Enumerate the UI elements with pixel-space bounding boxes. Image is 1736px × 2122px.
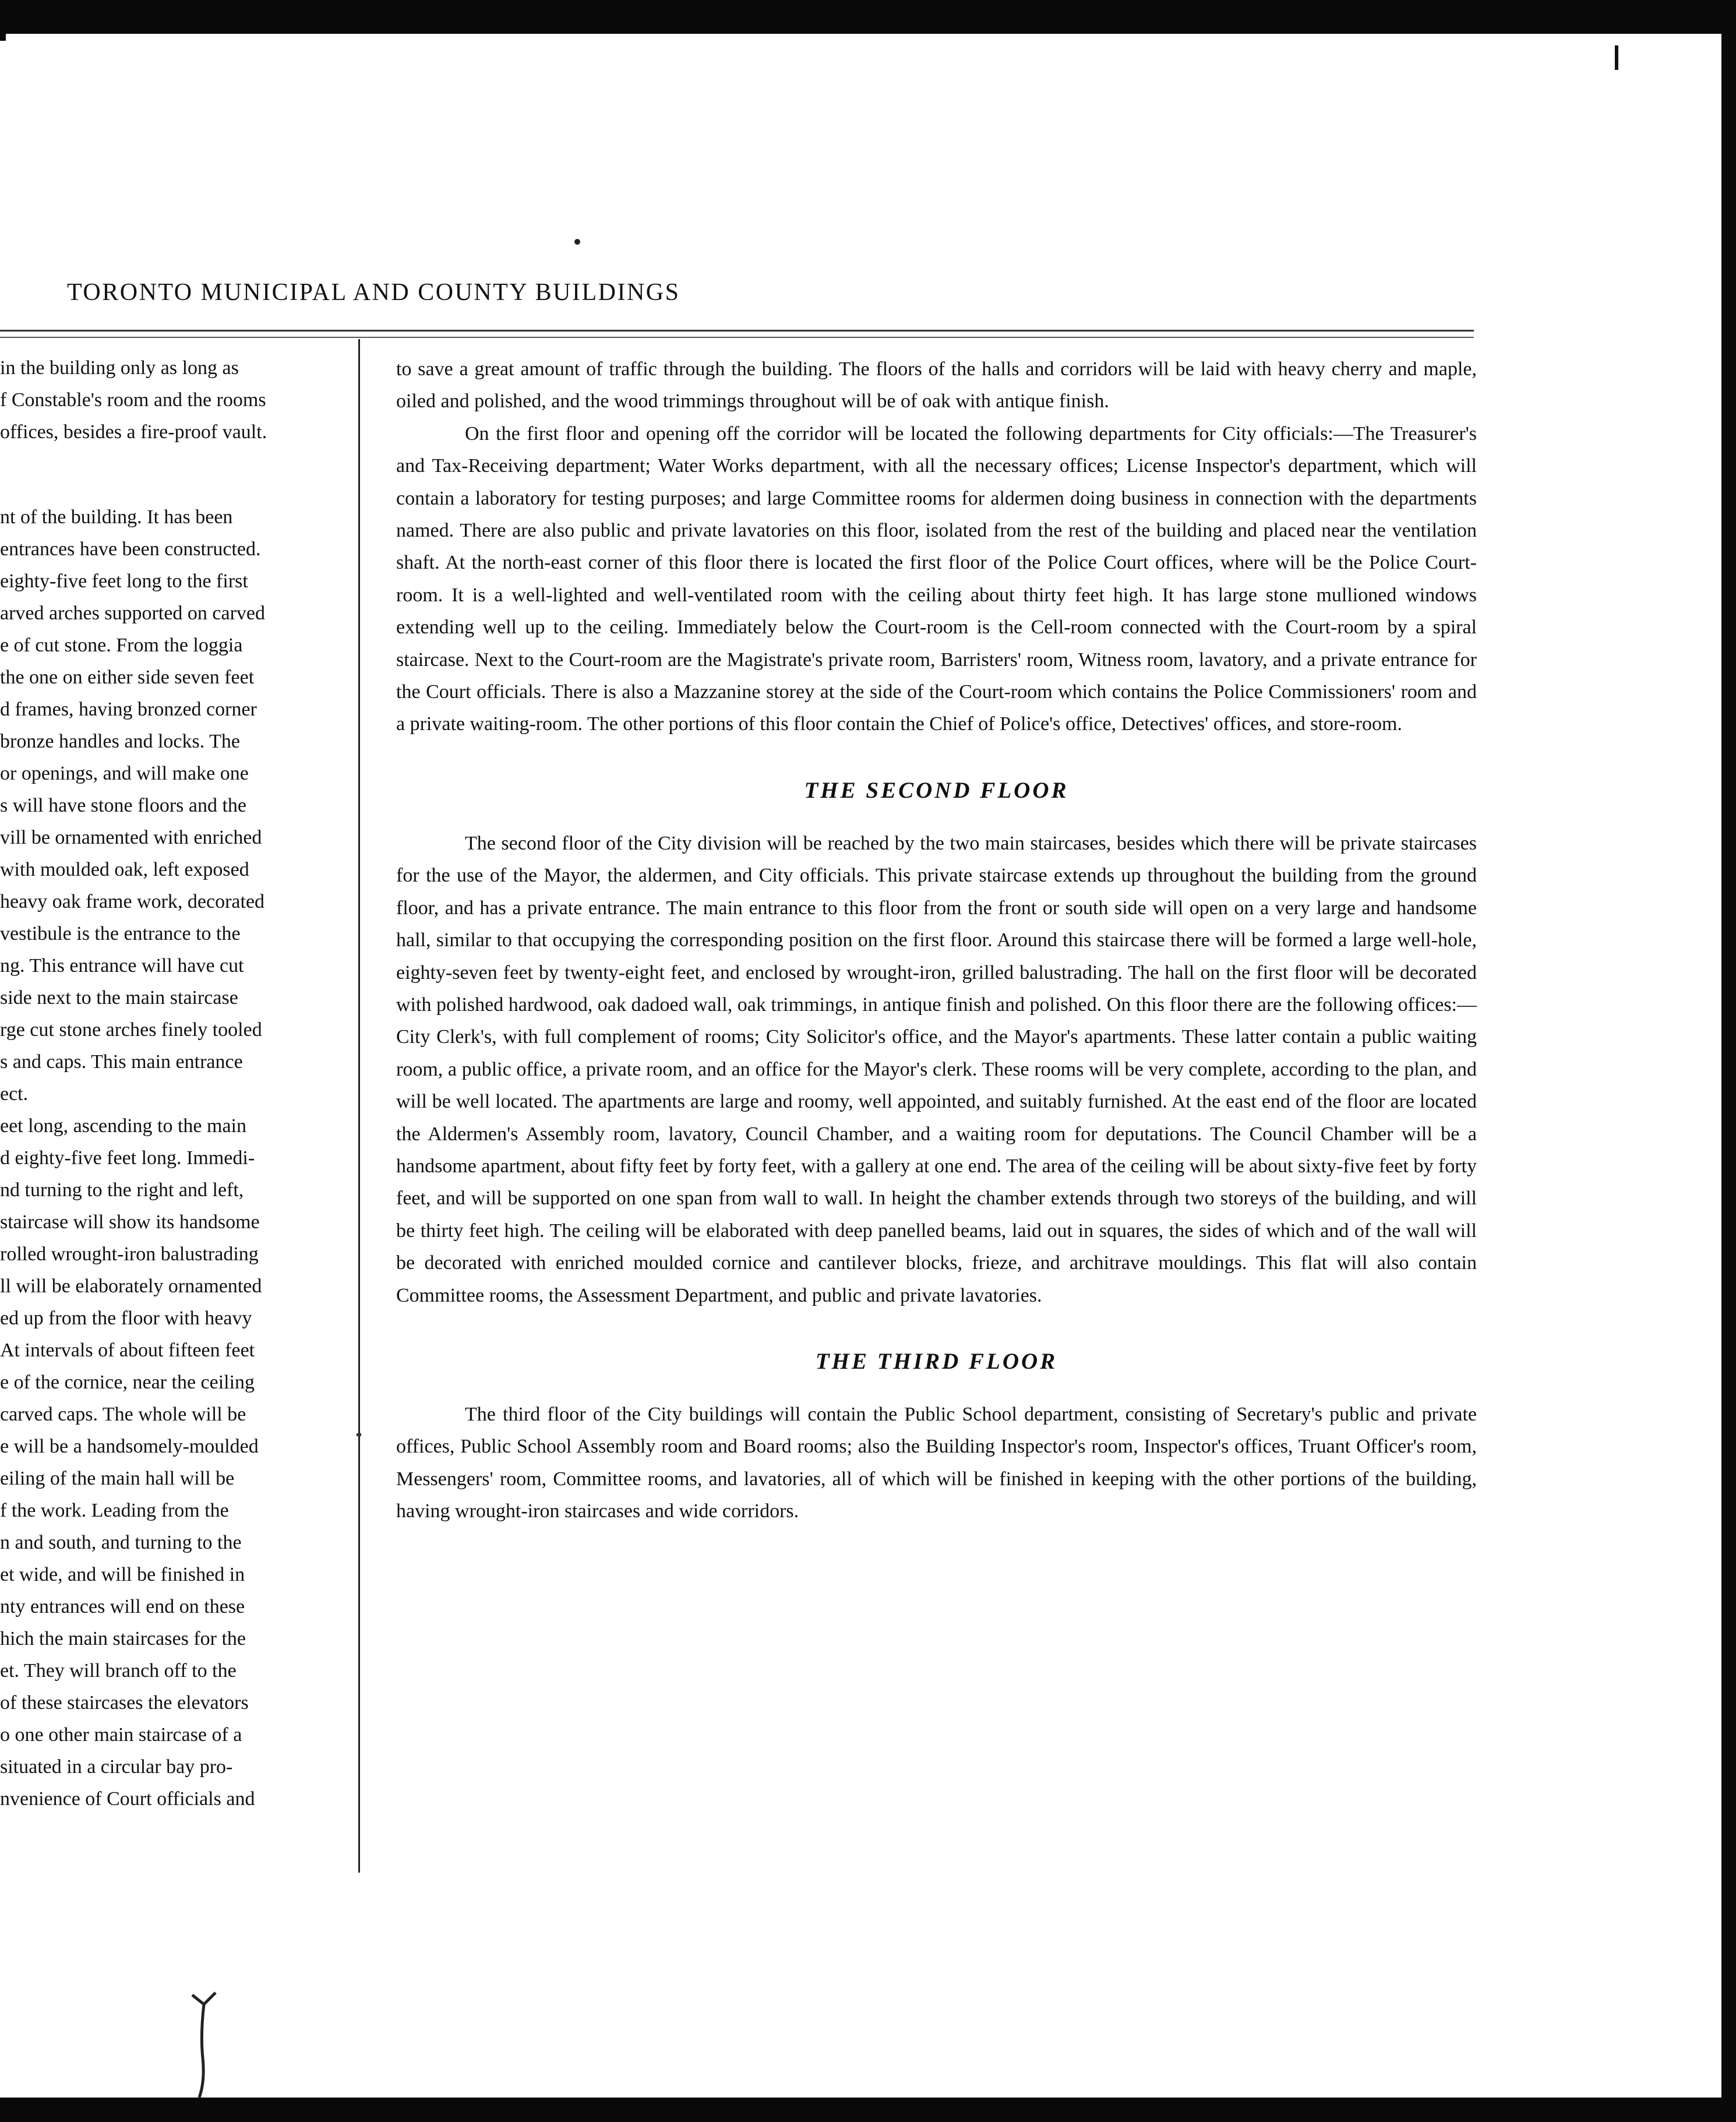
scan-artifact-dot: [574, 239, 580, 245]
left-column-line: e will be a handsomely-moulded: [0, 1436, 259, 1457]
left-column-line: d eighty-five feet long. Immedi-: [0, 1147, 255, 1169]
left-column-line: the one on either side seven feet: [0, 667, 255, 688]
left-column-line: ect.: [0, 1083, 29, 1105]
left-column-line: n and south, and turning to the: [0, 1532, 242, 1553]
scan-border-bottom: [0, 2098, 1736, 2122]
left-column-line: side next to the main staircase: [0, 987, 238, 1009]
left-column-line: eiling of the main hall will be: [0, 1468, 235, 1489]
paragraph-first-floor: On the first floor and opening off the corridor will be located the following departments for City officials:—The Treasurer's and Tax-Receiving department; Water Works department, with all the necessary offices; License Inspector's department, which will contain a laboratory for testing purposes; and large Committee rooms for aldermen doing business in connection with the departments named. There are also public and private lavatories on this floor, isolated from the rest of the building and placed near the ventilation shaft. At the north-east corner of this floor there is located the first floor of the Police Court offices, where will be the Police Court-room. It is a well-lighted and well-ventilated room with the ceiling about thirty feet high. It has large stone mullioned windows extending well up to the ceiling. Immediately below the Court-room is the Cell-room connected with the Court-room by a spiral staircase. Next to the Court-room are the Magistrate's private room, Barristers' room, Witness room, lavatory, and a private entrance for the Court officials. There is also a Mazzanine storey at the side of the Court-room which contains the Police Commissioners' room and a private waiting-room. The other portions of this floor contain the Chief of Police's office, Detectives' offices, and store-room.: [396, 422, 1477, 735]
left-column-line: s will have stone floors and the: [0, 795, 247, 816]
column-divider-tick: [357, 1433, 361, 1436]
left-column-line: staircase will show its handsome: [0, 1211, 260, 1233]
left-column-line: nvenience of Court officials and: [0, 1788, 255, 1810]
left-column-line: nd turning to the right and left,: [0, 1179, 244, 1201]
scan-border-top: [0, 0, 1736, 34]
left-column-line: bronze handles and locks. The: [0, 731, 240, 752]
left-column-line: e of the cornice, near the ceiling: [0, 1372, 255, 1393]
scan-border-notch: [0, 34, 6, 41]
scan-artifact-mark: [1615, 45, 1618, 70]
left-column-line: in the building only as long as: [0, 357, 239, 379]
header-rule-thin: [0, 337, 1474, 338]
left-column-line: d frames, having bronzed corner: [0, 699, 257, 720]
left-column-line: offices, besides a fire-proof vault.: [0, 421, 267, 443]
left-column-cropped-text: [0, 352, 340, 1878]
left-column-line: arved arches supported on carved: [0, 602, 266, 624]
left-column-line: eighty-five feet long to the first: [0, 570, 248, 592]
left-column-line: rolled wrought-iron balustrading: [0, 1243, 259, 1265]
left-column-line: of these staircases the elevators: [0, 1692, 249, 1714]
column-divider: [358, 339, 360, 1873]
scan-border-right: [1721, 0, 1736, 2122]
left-column-line: ll will be elaborately ornamented: [0, 1275, 262, 1297]
left-column-line: or openings, and will make one: [0, 763, 249, 784]
running-header: TORONTO MUNICIPAL AND COUNTY BUILDINGS: [67, 279, 680, 306]
left-column-line: et. They will branch off to the: [0, 1660, 237, 1682]
left-column-line: et wide, and will be finished in: [0, 1564, 245, 1585]
left-column-line: entrances have been constructed.: [0, 538, 261, 560]
left-column-line: ng. This entrance will have cut: [0, 955, 244, 977]
left-column-line: hich the main staircases for the: [0, 1628, 246, 1649]
left-column-line: At intervals of about fifteen feet: [0, 1340, 255, 1361]
left-column-line: heavy oak frame work, decorated: [0, 891, 265, 912]
left-column-line: with moulded oak, left exposed: [0, 859, 249, 880]
paragraph-third-floor: The third floor of the City buildings will contain the Public School department, consisting of Secretary's public and private offices, Public School Assembly room and Board rooms; also the Building Inspector's room, Inspector's offices, Truant Officer's room, Messengers' room, Committee rooms, and lavatories, all of which will be finished in keeping with the other portions of the building, having wrought-iron staircases and wide corridors.: [396, 1403, 1477, 1522]
section-heading-third-floor: THE THIRD FLOOR: [815, 1348, 1058, 1374]
left-column-line: s and caps. This main entrance: [0, 1051, 243, 1073]
left-column-line: f Constable's room and the rooms: [0, 389, 266, 411]
left-column-line: eet long, ascending to the main: [0, 1115, 246, 1137]
right-column-text: [396, 353, 1477, 1528]
left-column-line: f the work. Leading from the: [0, 1500, 229, 1521]
scan-artifact-stroke: [188, 1988, 223, 2099]
paragraph-continuation: to save a great amount of traffic through the building. The floors of the halls and corridors will be laid with heavy cherry and maple, oiled and polished, and the wood trimmings throughout will be of oak with antique finish.: [396, 358, 1477, 413]
left-column-line: rge cut stone arches finely tooled: [0, 1019, 262, 1041]
left-column-line: nty entrances will end on these: [0, 1596, 245, 1617]
left-column-line: e of cut stone. From the loggia: [0, 635, 243, 656]
paragraph-second-floor: The second floor of the City division will be reached by the two main staircases, besides which there will be private staircases for the use of the Mayor, the aldermen, and City officials. This private staircase extends up throughout the building from the ground floor, and has a private entrance. The main entrance to this floor from the front or south side will open on a very large and handsome hall, similar to that occupying the corresponding position on the first floor. Around this staircase there will be formed a large well-hole, eighty-seven feet by twenty-eight feet, and enclosed by wrought-iron, grilled balustrading. The hall on the first floor will be decorated with polished hardwood, oak dadoed wall, oak trimmings, in antique finish and polished. On this floor there are the following offices:—City Clerk's, with full complement of rooms; City Solicitor's office, and the Mayor's apartments. These latter contain a public waiting room, a public office, a private room, and an office for the Mayor's clerk. These rooms will be very complete, according to the plan, and will be well located. The apartments are large and roomy, well appointed, and suitably furnished. At the east end of the floor are located the Aldermen's Assembly room, lavatory, Council Chamber, and a waiting room for deputations. The Council Chamber will be a handsome apartment, about fifty feet by forty feet, with a gallery at one end. The area of the ceiling will be about sixty-five feet by forty feet, and will be supported on one span from wall to wall. In height the chamber extends through two storeys of the building, and will be thirty feet high. The ceiling will be elaborated with deep panelled beams, laid out in squares, the sides of which and of the wall will be decorated with enriched moulded cornice and cantilever blocks, frieze, and architrave mouldings. This flat will also contain Committee rooms, the Assessment Department, and public and private lavatories.: [396, 832, 1477, 1306]
left-column-line: ed up from the floor with heavy: [0, 1307, 252, 1329]
left-column-line: situated in a circular bay pro-: [0, 1756, 233, 1778]
left-column-line: o one other main staircase of a: [0, 1724, 242, 1746]
header-rule-thick: [0, 330, 1474, 332]
left-column-line: vestibule is the entrance to the: [0, 923, 241, 944]
left-column-gap: [0, 448, 340, 501]
section-heading-second-floor: THE SECOND FLOOR: [804, 777, 1069, 803]
left-column-line: nt of the building. It has been: [0, 506, 233, 528]
left-column-line: carved caps. The whole will be: [0, 1404, 246, 1425]
left-column-line: vill be ornamented with enriched: [0, 827, 262, 848]
